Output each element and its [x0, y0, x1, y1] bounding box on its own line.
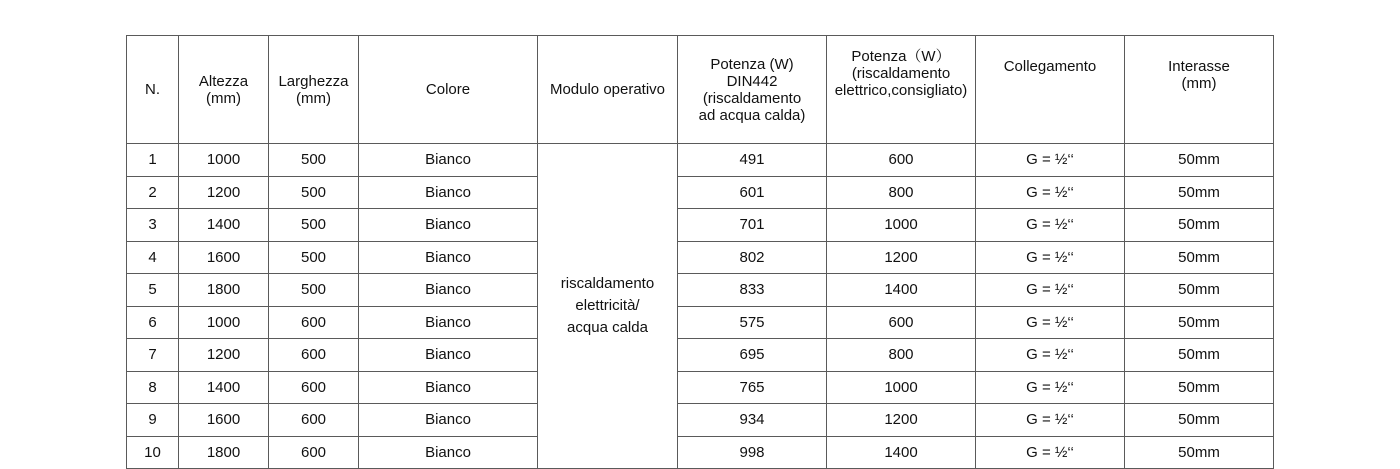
cell-potenza-acqua: 802	[678, 241, 827, 274]
cell-n: 10	[127, 436, 179, 469]
cell-larghezza: 600	[269, 371, 359, 404]
cell-colore: Bianco	[359, 209, 538, 242]
cell-altezza: 1200	[179, 339, 269, 372]
cell-collegamento: G = ½‘‘	[976, 144, 1125, 177]
cell-n: 2	[127, 176, 179, 209]
table-row	[127, 144, 1274, 177]
cell-colore: Bianco	[359, 339, 538, 372]
cell-larghezza: 500	[269, 144, 359, 177]
cell-n: 9	[127, 404, 179, 437]
cell-potenza-acqua: 998	[678, 436, 827, 469]
cell-colore: Bianco	[359, 241, 538, 274]
table-row	[127, 371, 1274, 404]
cell-larghezza: 500	[269, 176, 359, 209]
header-interasse: Interasse (mm)	[1125, 36, 1274, 144]
modulo-operativo-line: riscaldamento	[560, 275, 655, 292]
header-altezza: Altezza (mm)	[179, 36, 269, 144]
table-header	[127, 36, 1274, 144]
spec-table	[126, 35, 1274, 469]
table-row	[127, 209, 1274, 242]
cell-larghezza: 600	[269, 436, 359, 469]
modulo-operativo-line: acqua calda	[567, 319, 648, 336]
cell-collegamento: G = ½‘‘	[976, 306, 1125, 339]
cell-interasse: 50mm	[1125, 241, 1274, 274]
cell-n: 1	[127, 144, 179, 177]
cell-potenza-acqua: 833	[678, 274, 827, 307]
cell-n: 8	[127, 371, 179, 404]
cell-larghezza: 500	[269, 274, 359, 307]
cell-colore: Bianco	[359, 274, 538, 307]
cell-interasse: 50mm	[1125, 176, 1274, 209]
cell-potenza-elettrico: 1200	[827, 404, 976, 437]
cell-interasse: 50mm	[1125, 306, 1274, 339]
cell-colore: Bianco	[359, 144, 538, 177]
header-modulo-operativo: Modulo operativo	[538, 36, 678, 144]
cell-larghezza: 500	[269, 241, 359, 274]
cell-collegamento: G = ½‘‘	[976, 404, 1125, 437]
cell-altezza: 1000	[179, 306, 269, 339]
cell-collegamento: G = ½‘‘	[976, 371, 1125, 404]
cell-modulo-operativo	[538, 144, 678, 469]
cell-n: 7	[127, 339, 179, 372]
table-row	[127, 241, 1274, 274]
cell-potenza-elettrico: 800	[827, 176, 976, 209]
cell-interasse: 50mm	[1125, 371, 1274, 404]
cell-potenza-elettrico: 1000	[827, 209, 976, 242]
cell-colore: Bianco	[359, 306, 538, 339]
cell-n: 5	[127, 274, 179, 307]
cell-potenza-acqua: 701	[678, 209, 827, 242]
cell-altezza: 1200	[179, 176, 269, 209]
cell-potenza-acqua: 934	[678, 404, 827, 437]
table-row	[127, 436, 1274, 469]
cell-altezza: 1800	[179, 436, 269, 469]
cell-collegamento: G = ½‘‘	[976, 339, 1125, 372]
cell-potenza-elettrico: 1200	[827, 241, 976, 274]
header-n: N.	[127, 36, 179, 144]
cell-potenza-acqua: 491	[678, 144, 827, 177]
header-potenza-elettrico: Potenza（W） (riscaldamento elettrico,consigliato)	[827, 36, 976, 144]
cell-larghezza: 600	[269, 404, 359, 437]
cell-altezza: 1400	[179, 371, 269, 404]
table-row	[127, 176, 1274, 209]
cell-collegamento: G = ½‘‘	[976, 241, 1125, 274]
cell-potenza-acqua: 695	[678, 339, 827, 372]
cell-interasse: 50mm	[1125, 144, 1274, 177]
cell-potenza-elettrico: 1000	[827, 371, 976, 404]
cell-collegamento: G = ½‘‘	[976, 274, 1125, 307]
cell-interasse: 50mm	[1125, 404, 1274, 437]
cell-altezza: 1400	[179, 209, 269, 242]
cell-interasse: 50mm	[1125, 436, 1274, 469]
cell-collegamento: G = ½‘‘	[976, 209, 1125, 242]
header-potenza-acqua: Potenza (W) DIN442 (riscaldamento ad acqua calda)	[678, 36, 827, 144]
cell-larghezza: 600	[269, 306, 359, 339]
cell-interasse: 50mm	[1125, 209, 1274, 242]
table-row	[127, 274, 1274, 307]
cell-larghezza: 600	[269, 339, 359, 372]
cell-n: 6	[127, 306, 179, 339]
cell-collegamento: G = ½‘‘	[976, 176, 1125, 209]
cell-colore: Bianco	[359, 404, 538, 437]
cell-colore: Bianco	[359, 436, 538, 469]
cell-n: 4	[127, 241, 179, 274]
table-row	[127, 339, 1274, 372]
cell-potenza-elettrico: 1400	[827, 274, 976, 307]
cell-potenza-elettrico: 800	[827, 339, 976, 372]
cell-potenza-acqua: 601	[678, 176, 827, 209]
cell-interasse: 50mm	[1125, 339, 1274, 372]
header-row	[127, 36, 1274, 144]
header-collegamento: Collegamento	[976, 36, 1125, 144]
cell-interasse: 50mm	[1125, 274, 1274, 307]
cell-potenza-elettrico: 1400	[827, 436, 976, 469]
cell-potenza-acqua: 765	[678, 371, 827, 404]
cell-altezza: 1600	[179, 404, 269, 437]
cell-altezza: 1600	[179, 241, 269, 274]
cell-larghezza: 500	[269, 209, 359, 242]
table-row	[127, 404, 1274, 437]
cell-altezza: 1000	[179, 144, 269, 177]
table-body	[127, 144, 1274, 469]
modulo-operativo-line: elettricità/	[575, 297, 640, 314]
header-larghezza: Larghezza (mm)	[269, 36, 359, 144]
cell-collegamento: G = ½‘‘	[976, 436, 1125, 469]
table-row	[127, 306, 1274, 339]
cell-potenza-acqua: 575	[678, 306, 827, 339]
cell-n: 3	[127, 209, 179, 242]
cell-colore: Bianco	[359, 176, 538, 209]
cell-altezza: 1800	[179, 274, 269, 307]
header-colore: Colore	[359, 36, 538, 144]
cell-potenza-elettrico: 600	[827, 306, 976, 339]
cell-potenza-elettrico: 600	[827, 144, 976, 177]
cell-colore: Bianco	[359, 371, 538, 404]
